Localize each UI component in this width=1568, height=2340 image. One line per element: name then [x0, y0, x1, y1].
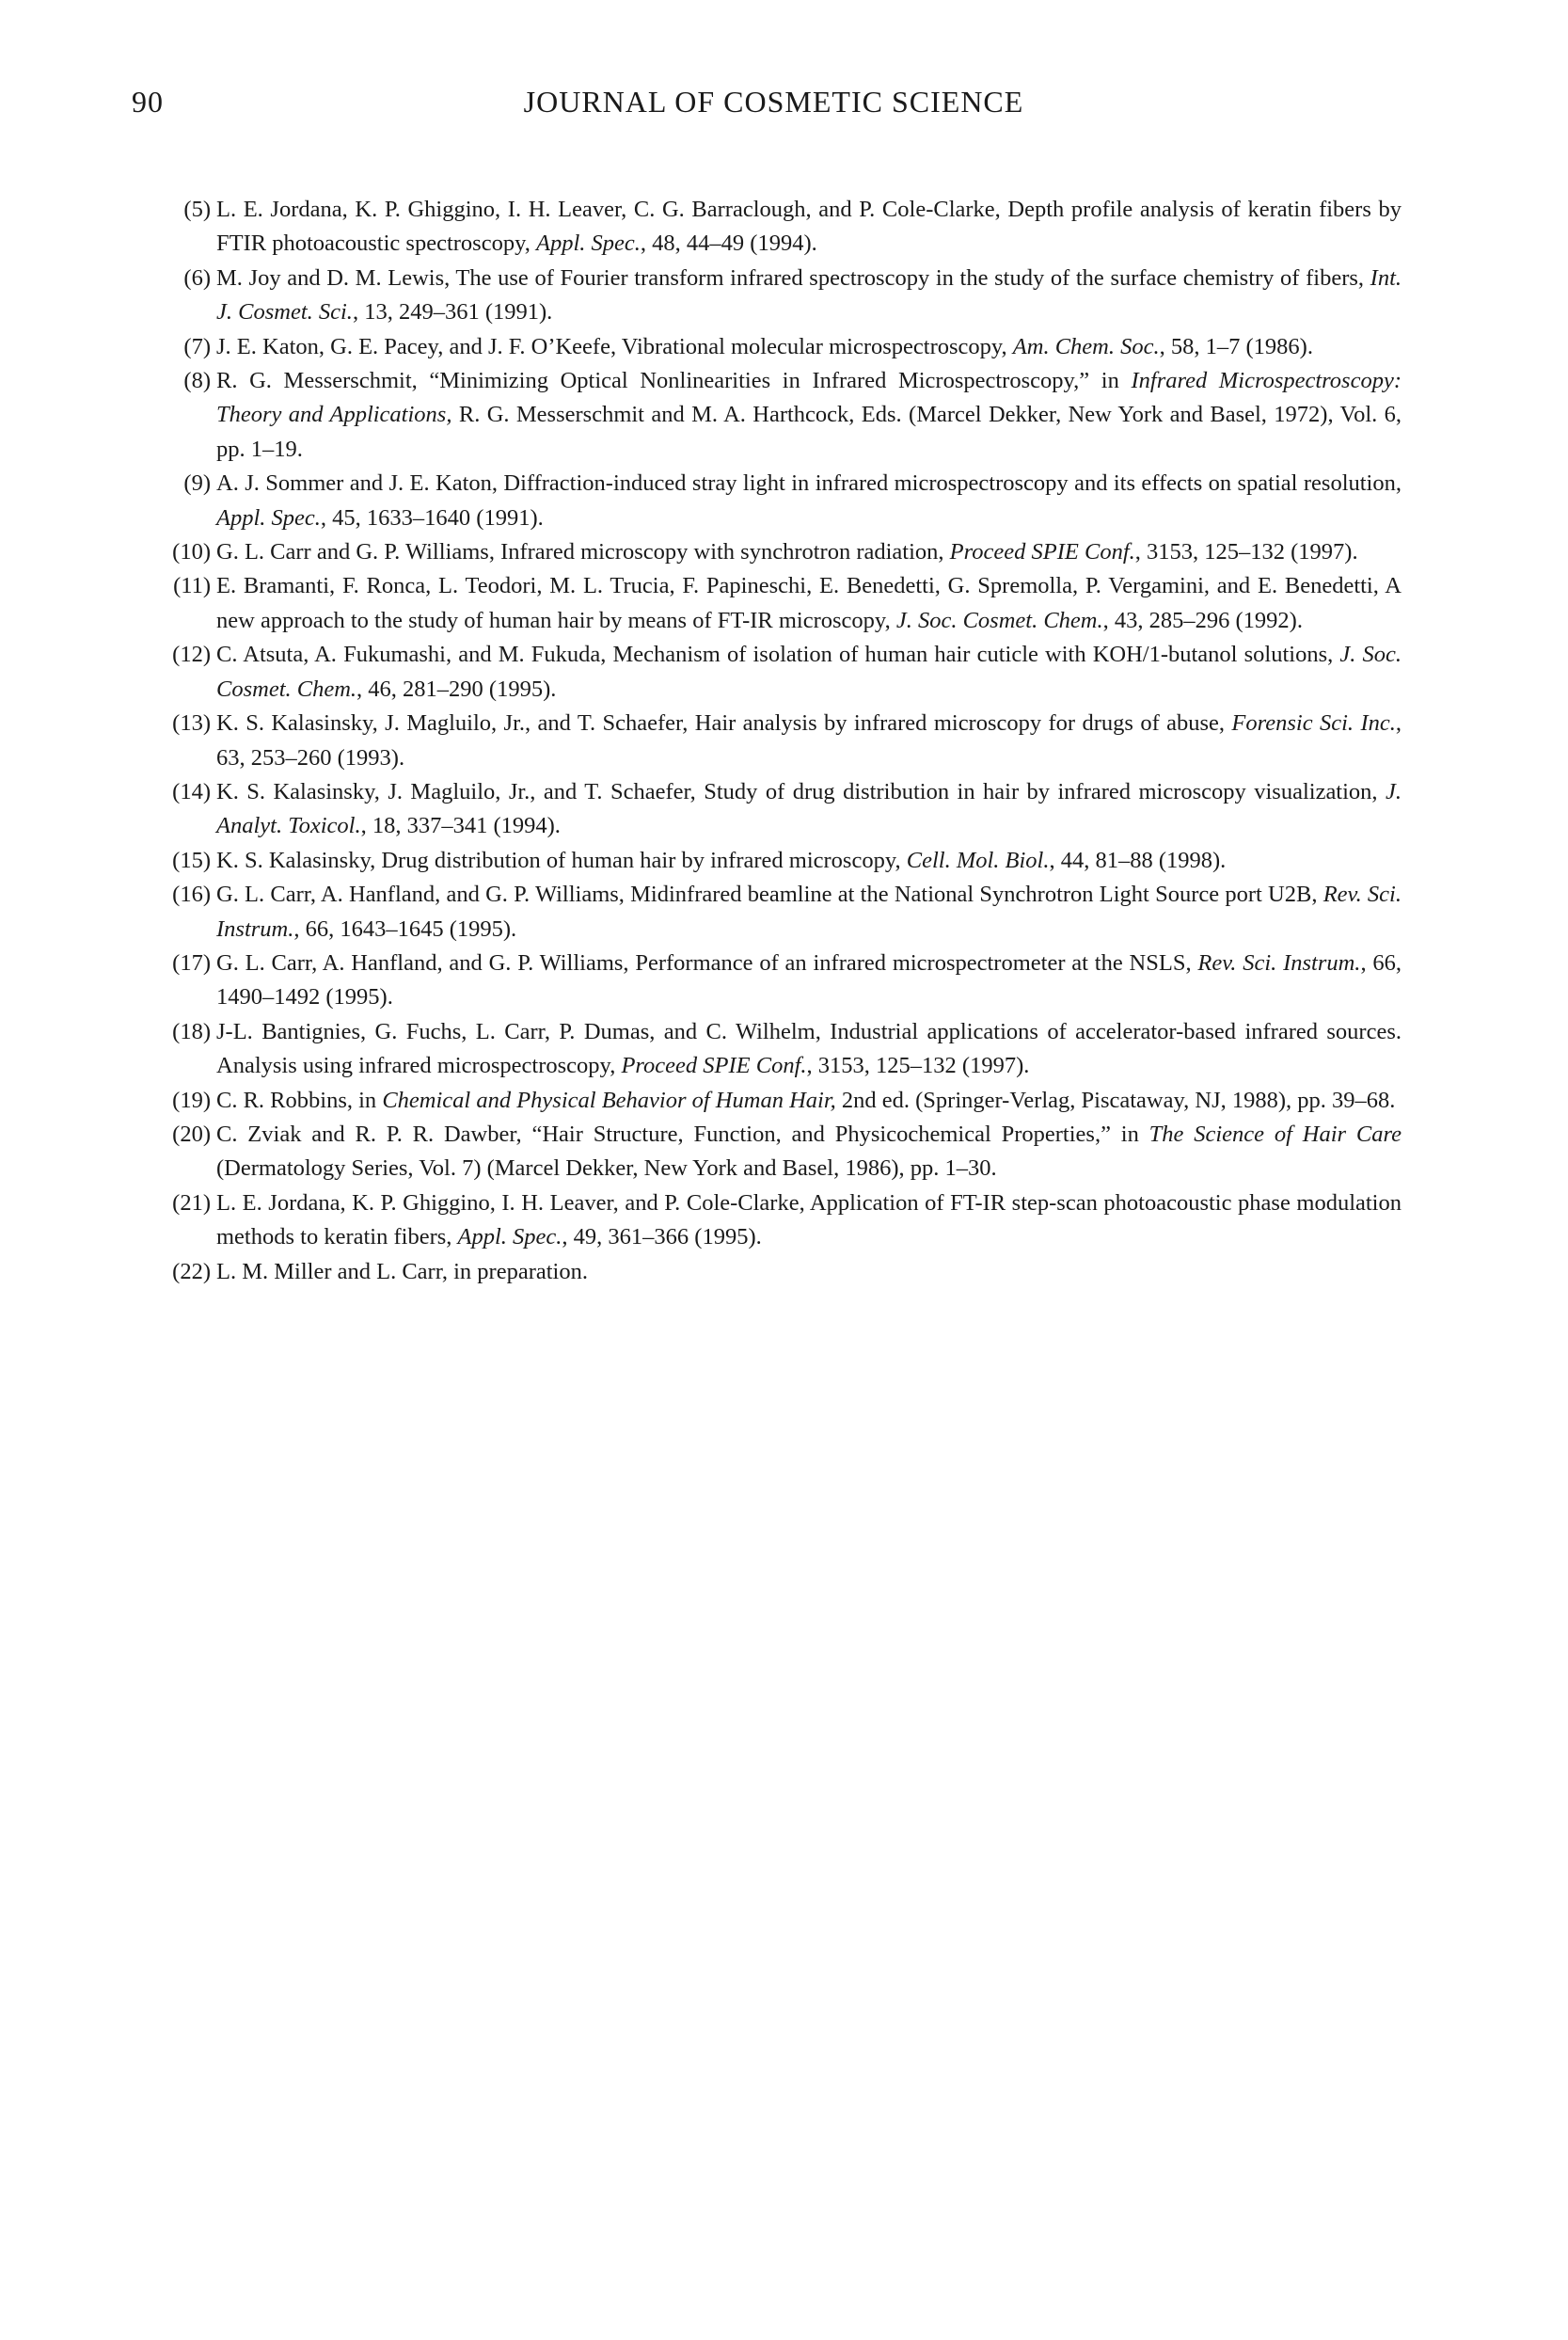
reference-item: [132, 569, 1402, 638]
reference-text-segment: , 66, 1490–1492 (1995).: [216, 949, 1402, 1011]
reference-text: [216, 330, 1402, 364]
reference-text: [216, 1015, 1402, 1084]
reference-text-segment: E. Bramanti, F. Ronca, L. Teodori, M. L. Trucia, F. Papineschi, E. Benedetti, G. Spremolla, P. Vergamini, and E. Benedetti, A new approach to the study of human hair by means of FT-IR microscopy,: [216, 573, 1402, 633]
reference-item: [132, 262, 1402, 330]
reference-source-title: Am. Chem. Soc.: [1012, 333, 1160, 359]
reference-text-segment: G. L. Carr and G. P. Williams, Infrared microscopy with synchrotron radiation,: [216, 539, 950, 565]
reference-item: [132, 844, 1402, 878]
reference-item: [132, 1084, 1402, 1118]
reference-text-segment: R. G. Messerschmit, “Minimizing Optical Nonlinearities in Infrared Microspectroscopy,” in: [216, 368, 1132, 394]
reference-text-segment: G. L. Carr, A. Hanfland, and G. P. Williams, Midinfrared beamline at the National Synchrotron Light Source port U2B,: [216, 882, 1323, 908]
reference-item: [132, 947, 1402, 1015]
page-number: 90: [132, 85, 164, 119]
page-header: [132, 85, 1406, 132]
reference-text-segment: K. S. Kalasinsky, Drug distribution of human hair by infrared microscopy,: [216, 847, 907, 873]
reference-text-segment: M. Joy and D. M. Lewis, The use of Fourier transform infrared spectroscopy in the study of the surface chemistry of fibers,: [216, 264, 1370, 291]
reference-number: (9): [183, 470, 211, 497]
reference-text: [216, 364, 1402, 467]
reference-text-segment: J-L. Bantignies, G. Fuchs, L. Carr, P. Dumas, and C. Wilhelm, Industrial applications of accelerator-based infrared sources. Analysis using infrared microspectroscopy,: [216, 1018, 1402, 1079]
reference-number: (12): [172, 642, 211, 668]
reference-item: [132, 535, 1402, 569]
reference-number: (15): [172, 847, 211, 873]
reference-text-segment: (Dermatology Series, Vol. 7) (Marcel Dekker, New York and Basel, 1986), pp. 1–30.: [216, 1155, 997, 1182]
reference-text: [216, 569, 1402, 638]
reference-source-title: Int. J. Cosmet. Sci.: [216, 264, 1402, 326]
reference-text-segment: A. J. Sommer and J. E. Katon, Diffraction-induced stray light in infrared microspectroscopy and its effects on spatial resolution,: [216, 470, 1402, 497]
reference-text: [216, 535, 1402, 569]
reference-text: [216, 1186, 1402, 1255]
reference-text: [216, 947, 1402, 1015]
reference-source-title: Appl. Spec.: [216, 504, 321, 531]
reference-source-title: Proceed SPIE Conf.: [621, 1053, 807, 1079]
reference-text-segment: R. G. Messerschmit and M. A. Harthcock, Eds. (Marcel Dekker, New York and Basel, 1972), Vol. 6, pp. 1–19.: [216, 402, 1402, 462]
reference-source-title: Cell. Mol. Biol.: [906, 847, 1050, 873]
reference-text: [216, 1255, 1402, 1289]
reference-number: (13): [172, 710, 211, 737]
reference-source-title: Infrared Microspectroscopy: Theory and Applications,: [216, 368, 1402, 428]
reference-text-segment: , 46, 281–290 (1995).: [356, 676, 557, 702]
reference-text-segment: , 58, 1–7 (1986).: [1159, 333, 1313, 359]
reference-source-title: Proceed SPIE Conf.: [949, 539, 1135, 565]
running-head: JOURNAL OF COSMETIC SCIENCE: [523, 85, 1024, 119]
reference-source-title: Rev. Sci. Instrum.: [216, 882, 1402, 942]
reference-number: (21): [172, 1189, 211, 1216]
reference-source-title: J. Soc. Cosmet. Chem.: [216, 642, 1402, 702]
reference-text-segment: , 44, 81–88 (1998).: [1049, 847, 1227, 873]
reference-number: (7): [183, 333, 211, 359]
reference-text-segment: G. L. Carr, A. Hanfland, and G. P. Williams, Performance of an infrared microspectrometer at the NSLS,: [216, 949, 1198, 976]
reference-item: [132, 1118, 1402, 1186]
reference-number: (17): [172, 949, 211, 976]
reference-number: (8): [183, 368, 211, 394]
reference-text-segment: L. E. Jordana, K. P. Ghiggino, I. H. Leaver, and P. Cole-Clarke, Application of FT-IR step-scan photoacoustic phase modulation methods to keratin fibers,: [216, 1189, 1402, 1250]
reference-number: (6): [183, 264, 211, 291]
reference-source-title: Appl. Spec.: [536, 231, 641, 257]
reference-item: [132, 193, 1402, 262]
reference-source-title: The Science of Hair Care: [1148, 1121, 1402, 1147]
reference-text-segment: , 3153, 125–132 (1997).: [1134, 539, 1358, 565]
reference-item: [132, 1015, 1402, 1084]
reference-item: [132, 1186, 1402, 1255]
reference-text: [216, 878, 1402, 947]
reference-text-segment: , 3153, 125–132 (1997).: [806, 1053, 1030, 1079]
reference-text-segment: C. Atsuta, A. Fukumashi, and M. Fukuda, Mechanism of isolation of human hair cuticle with KOH/1-butanol solutions,: [216, 642, 1340, 668]
reference-text-segment: , 63, 253–260 (1993).: [216, 710, 1402, 771]
reference-source-title: J. Analyt. Toxicol.: [216, 778, 1402, 839]
reference-text: [216, 844, 1402, 878]
reference-item: [132, 878, 1402, 947]
reference-number: (14): [172, 778, 211, 804]
reference-text: [216, 262, 1402, 330]
reference-item: [132, 364, 1402, 467]
reference-text-segment: , 45, 1633–1640 (1991).: [320, 504, 544, 531]
reference-item: [132, 707, 1402, 775]
reference-text-segment: J. E. Katon, G. E. Pacey, and J. F. O’Keefe, Vibrational molecular microspectroscopy,: [216, 333, 1013, 359]
reference-text: [216, 707, 1402, 775]
reference-text: [216, 467, 1402, 535]
reference-number: (19): [172, 1087, 211, 1113]
reference-number: (20): [172, 1121, 211, 1147]
reference-source-title: Forensic Sci. Inc.: [1231, 710, 1396, 737]
reference-item: [132, 1255, 1402, 1289]
reference-text-segment: , 49, 361–366 (1995).: [562, 1224, 762, 1250]
reference-text: [216, 638, 1402, 707]
reference-source-title: J. Soc. Cosmet. Chem.: [895, 607, 1103, 633]
reference-text-segment: C. R. Robbins, in: [216, 1087, 383, 1113]
reference-text-segment: , 66, 1643–1645 (1995).: [293, 915, 517, 942]
reference-text: [216, 193, 1402, 262]
reference-text-segment: L. E. Jordana, K. P. Ghiggino, I. H. Leaver, C. G. Barraclough, and P. Cole-Clarke, Depth profile analysis of keratin fibers by FTIR photoacoustic spectroscopy,: [216, 197, 1402, 257]
reference-text-segment: K. S. Kalasinsky, J. Magluilo, Jr., and T. Schaefer, Hair analysis by infrared microscopy for drugs of abuse,: [216, 710, 1232, 737]
reference-item: [132, 330, 1402, 364]
reference-text: [216, 1118, 1402, 1186]
reference-list: [132, 193, 1402, 1289]
reference-number: (18): [172, 1018, 211, 1044]
reference-text-segment: K. S. Kalasinsky, J. Magluilo, Jr., and T. Schaefer, Study of drug distribution in hair by infrared microscopy visualization,: [216, 778, 1386, 804]
reference-text-segment: 2nd ed. (Springer-Verlag, Piscataway, NJ, 1988), pp. 39–68.: [835, 1087, 1396, 1113]
reference-number: (10): [172, 539, 211, 565]
reference-source-title: Rev. Sci. Instrum.: [1197, 949, 1361, 976]
reference-item: [132, 467, 1402, 535]
reference-item: [132, 638, 1402, 707]
reference-text: [216, 1084, 1402, 1118]
reference-number: (16): [172, 882, 211, 908]
reference-source-title: Appl. Spec.: [457, 1224, 562, 1250]
reference-text-segment: C. Zviak and R. P. R. Dawber, “Hair Structure, Function, and Physicochemical Properties,” in: [216, 1121, 1149, 1147]
reference-number: (22): [172, 1258, 211, 1284]
reference-item: [132, 775, 1402, 844]
reference-number: (5): [183, 197, 211, 222]
reference-text-segment: , 13, 249–361 (1991).: [352, 299, 553, 326]
reference-text-segment: , 48, 44–49 (1994).: [640, 231, 817, 257]
reference-text-segment: L. M. Miller and L. Carr, in preparation.: [216, 1258, 588, 1284]
reference-text: [216, 775, 1402, 844]
reference-source-title: Chemical and Physical Behavior of Human Hair,: [382, 1087, 836, 1113]
reference-text-segment: , 43, 285–296 (1992).: [1102, 607, 1303, 633]
reference-number: (11): [173, 573, 211, 599]
reference-text-segment: , 18, 337–341 (1994).: [360, 813, 561, 839]
